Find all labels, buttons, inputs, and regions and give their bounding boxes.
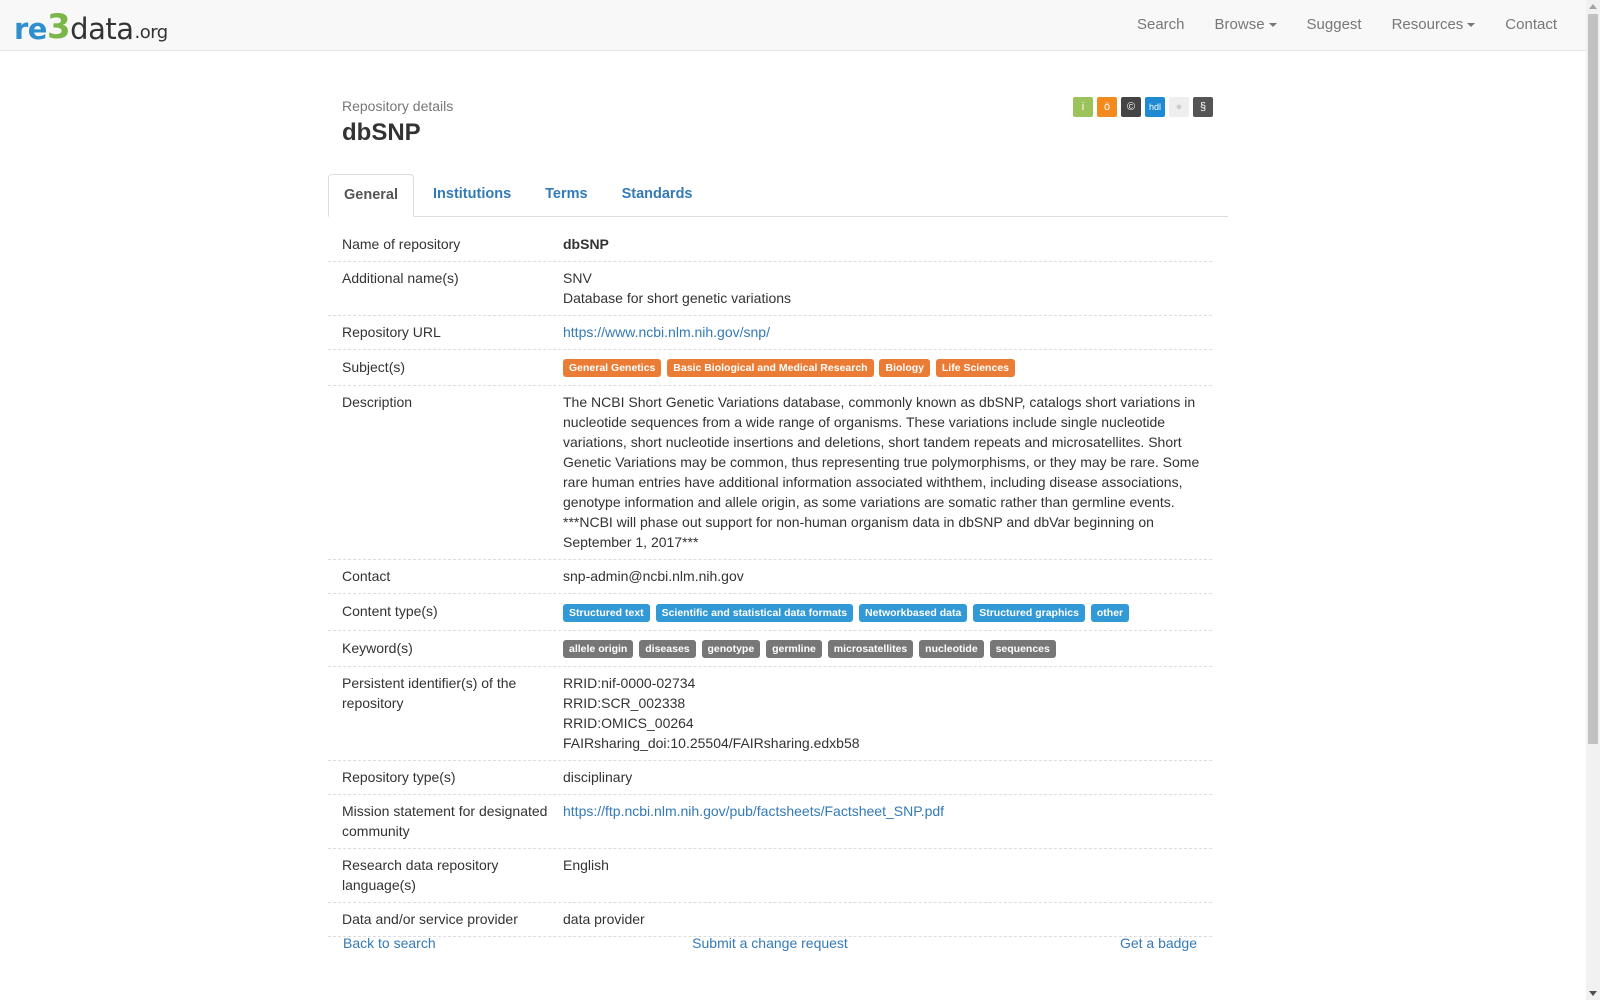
content-type-tag[interactable]: other [1091, 604, 1129, 622]
detail-row-subjects [328, 350, 1212, 386]
detail-row-description [328, 386, 1212, 560]
content-type-tag[interactable]: Structured graphics [973, 604, 1085, 622]
nav-contact[interactable]: Contact [1505, 16, 1557, 33]
detail-row-url [328, 316, 1212, 350]
keyword-tag[interactable]: microsatellites [828, 640, 914, 658]
detail-label: Repository URL [342, 324, 441, 340]
info-icon[interactable]: i [1073, 97, 1093, 117]
nav-browse[interactable]: Browse [1200, 0, 1292, 50]
nav-search[interactable]: Search [1136, 16, 1185, 33]
subject-tag[interactable]: Basic Biological and Medical Research [667, 359, 873, 377]
keyword-tag[interactable]: allele origin [563, 640, 633, 658]
detail-value: data provider [563, 910, 645, 927]
detail-label: Subject(s) [342, 359, 406, 375]
tab-standards[interactable]: Standards [621, 186, 693, 202]
tab-institutions[interactable]: Institutions [433, 186, 512, 202]
detail-label: Data and/or service provider [342, 910, 518, 927]
detail-label: Name of repository [342, 236, 461, 252]
detail-row-content-types [328, 594, 1212, 630]
nav-suggest[interactable]: Suggest [1306, 16, 1362, 33]
detail-label: Mission statement for designated community [342, 802, 548, 839]
certificate-icon[interactable]: ● [1169, 97, 1189, 117]
nav-menu [1122, 0, 1572, 50]
detail-label: Repository type(s) [342, 768, 456, 785]
detail-label: Contact [342, 568, 391, 585]
scroll-down-arrow-icon[interactable] [1589, 991, 1597, 996]
footer-links [328, 935, 1212, 955]
contact-email: snp-admin@ncbi.nlm.nih.gov [563, 568, 744, 585]
detail-row-pids [328, 667, 1212, 761]
submit-change-request-link[interactable]: Submit a change request [692, 935, 848, 951]
tab-general[interactable]: General [328, 174, 414, 217]
detail-value: dbSNP [563, 236, 609, 252]
page-title: dbSNP [342, 119, 421, 146]
back-to-search-link[interactable]: Back to search [343, 935, 436, 951]
pid-value: FAIRsharing_doi:10.25504/FAIRsharing.edxb58 [563, 734, 860, 751]
caret-down-icon [1467, 23, 1475, 27]
submit-change-request-wrapper [328, 935, 1212, 951]
content-type-tag[interactable]: Scientific and statistical data formats [656, 604, 854, 622]
navbar [0, 0, 1586, 51]
subject-tag[interactable]: General Genetics [563, 359, 661, 377]
detail-label: Content type(s) [342, 603, 438, 620]
detail-row-keywords [328, 631, 1212, 667]
detail-value: disciplinary [563, 768, 633, 785]
detail-row-provider [328, 903, 1212, 937]
detail-label: Research data repository language(s) [342, 856, 499, 893]
content-type-tag[interactable]: Networkbased data [859, 604, 967, 622]
content-type-tag[interactable]: Structured text [563, 604, 650, 622]
badge-icons [1073, 97, 1213, 117]
detail-label: Keyword(s) [342, 639, 413, 656]
copyright-icon[interactable]: © [1121, 97, 1141, 117]
detail-label: Description [342, 394, 413, 411]
details-table [328, 228, 1212, 937]
keyword-tag[interactable]: genotype [702, 640, 761, 658]
subject-tag[interactable]: Life Sciences [936, 359, 1015, 377]
detail-value: Database for short genetic variations [563, 290, 792, 306]
subject-tag[interactable]: Biology [879, 359, 930, 377]
get-a-badge-link[interactable]: Get a badge [1119, 935, 1197, 951]
keyword-tag[interactable]: germline [766, 640, 822, 658]
vertical-scrollbar[interactable] [1586, 0, 1600, 1000]
detail-label: Persistent identifier(s) of the repository [342, 674, 517, 711]
pid-value: RRID:SCR_002338 [563, 694, 686, 711]
detail-row-language [328, 849, 1212, 903]
detail-row-name [328, 228, 1212, 262]
keyword-tag[interactable]: diseases [639, 640, 695, 658]
page-subtitle: Repository details [342, 98, 454, 114]
hdl-icon[interactable]: hdl [1145, 97, 1165, 117]
scroll-up-arrow-icon[interactable] [1589, 4, 1597, 9]
keyword-tag[interactable]: sequences [990, 640, 1056, 658]
detail-row-additional-names [328, 262, 1212, 316]
caret-down-icon [1269, 23, 1277, 27]
nav-resources[interactable]: Resources [1377, 0, 1491, 50]
site-logo[interactable]: re 3 data .org [14, 7, 168, 47]
detail-row-repo-type [328, 761, 1212, 795]
detail-label: Additional name(s) [342, 270, 459, 286]
keyword-tag[interactable]: nucleotide [919, 640, 984, 658]
detail-row-contact [328, 560, 1212, 594]
detail-value: SNV [563, 270, 592, 286]
tab-bar [328, 174, 1228, 217]
scroll-thumb[interactable] [1588, 14, 1598, 744]
mission-statement-link[interactable]: https://ftp.ncbi.nlm.nih.gov/pub/factsheets/Factsheet_SNP.pdf [563, 802, 945, 819]
open-access-icon[interactable]: ö [1097, 97, 1117, 117]
tab-terms[interactable]: Terms [545, 186, 588, 202]
pid-value: RRID:nif-0000-02734 [563, 674, 696, 691]
detail-row-mission [328, 795, 1212, 849]
repository-url-link[interactable]: https://www.ncbi.nlm.nih.gov/snp/ [563, 324, 770, 340]
policy-icon[interactable]: § [1193, 97, 1213, 117]
detail-value: English [563, 856, 609, 873]
pid-value: RRID:OMICS_00264 [563, 714, 694, 731]
description-text: The NCBI Short Genetic Variations database, commonly known as dbSNP, catalogs short variations in nucleotide sequences from a wide range of organisms. These variations include single nucleotide variations, short nucleotide insertions and deletions, short tandem repeats and microsatellites. Short Genetic Variations may be common, thus representing true polymorphisms, or they may be rare. Some rare human entries have additional information associated withthem, including disease associations, genotype information and allele origin, as some variations are somatic rather than germline events. ***NCBI will phase out support for non-human organism data in dbSNP and dbVar beginning on September 1, 2017*** [563, 394, 1200, 551]
